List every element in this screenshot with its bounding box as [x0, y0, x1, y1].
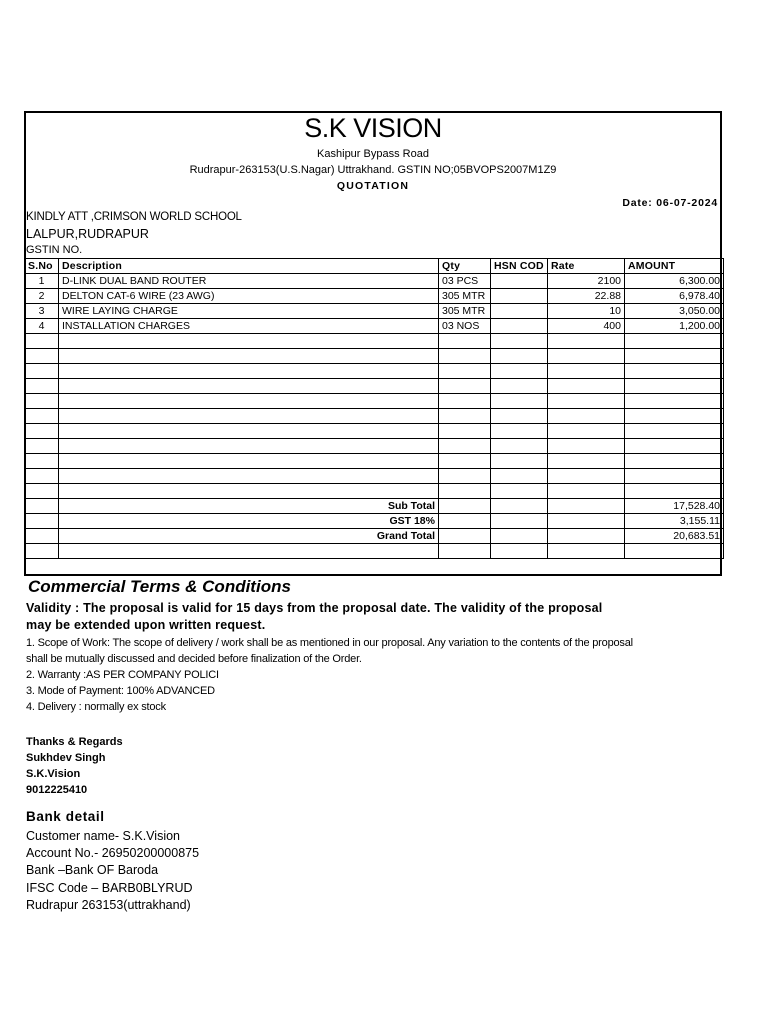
table-row [25, 319, 724, 334]
cell-rate: 2100 [548, 274, 625, 289]
client-gstin: GSTIN NO. [26, 244, 83, 256]
empty-row [25, 439, 724, 454]
empty-row [25, 394, 724, 409]
bank-customer: Customer name- S.K.Vision [26, 829, 180, 843]
empty-row [25, 364, 724, 379]
term-payment: 3. Mode of Payment: 100% ADVANCED [26, 685, 215, 697]
empty-row [25, 544, 724, 559]
gst-label: GST 18% [59, 514, 439, 529]
cell-hsn [491, 304, 548, 319]
header-rate: Rate [548, 259, 625, 274]
empty-row [25, 409, 724, 424]
empty-row [25, 424, 724, 439]
bank-city: Rudrapur 263153(uttrakhand) [26, 897, 191, 912]
header-sno: S.No [25, 259, 59, 274]
term-scope-line: shall be mutually discussed and decided before finalization of the Order. [26, 653, 362, 665]
grand-total-row [25, 529, 724, 544]
cell-sno: 2 [25, 289, 59, 304]
cell-sno: 3 [25, 304, 59, 319]
bank-name: Bank –Bank OF Baroda [26, 863, 159, 878]
bank-heading: Bank detail [26, 809, 105, 824]
signatory-phone: 9012225410 [26, 784, 88, 796]
company-address-line1: Kashipur Bypass Road [317, 148, 429, 160]
quotation-date: Date: 06-07-2024 [622, 197, 718, 209]
table-row [25, 304, 724, 319]
bank-details [26, 828, 199, 914]
header-qty: Qty [439, 259, 491, 274]
subtotal-row [25, 499, 724, 514]
empty-row [25, 349, 724, 364]
cell-rate: 400 [548, 319, 625, 334]
empty-row [25, 469, 724, 484]
client-attention: KINDLY ATT ,CRIMSON WORLD SCHOOL [26, 211, 242, 223]
cell-hsn [491, 274, 548, 289]
cell-sno: 1 [25, 274, 59, 289]
subtotal-label: Sub Total [59, 499, 439, 514]
signature-block [26, 734, 123, 798]
terms-heading: Commercial Terms & Conditions [28, 577, 291, 596]
header-amount: AMOUNT [625, 259, 724, 274]
term-warranty: 2. Warranty :AS PER COMPANY POLICI [26, 669, 219, 681]
cell-amount: 1,200.00 [625, 319, 724, 334]
cell-qty: 03 PCS [439, 274, 491, 289]
gst-value: 3,155.11 [625, 514, 724, 529]
table-row [25, 274, 724, 289]
validity-line: may be extended upon written request. [26, 618, 266, 632]
client-address: LALPUR,RUDRAPUR [26, 227, 149, 241]
subtotal-value: 17,528.40 [625, 499, 724, 514]
header-description: Description [59, 259, 439, 274]
cell-rate: 10 [548, 304, 625, 319]
cell-qty: 03 NOS [439, 319, 491, 334]
header-hsn: HSN COD [491, 259, 548, 274]
cell-sno: 4 [25, 319, 59, 334]
validity-line: Validity : The proposal is valid for 15 days from the proposal date. The validity of the proposal [26, 601, 603, 615]
cell-rate: 22.88 [548, 289, 625, 304]
cell-description: INSTALLATION CHARGES [59, 319, 439, 334]
table-header-row [25, 259, 724, 274]
grand-total-value: 20,683.51 [625, 529, 724, 544]
company-address-line2: Rudrapur-263153(U.S.Nagar) Uttrakhand. GSTIN NO;05BVOPS2007M1Z9 [189, 164, 557, 176]
empty-row [25, 484, 724, 499]
empty-row [25, 379, 724, 394]
cell-qty: 305 MTR [439, 289, 491, 304]
cell-description: WIRE LAYING CHARGE [59, 304, 439, 319]
cell-amount: 6,978.40 [625, 289, 724, 304]
bank-ifsc: IFSC Code – BARB0BLYRUD [26, 880, 193, 895]
gst-row [25, 514, 724, 529]
signatory-name: Sukhdev Singh [26, 752, 106, 764]
items-table [24, 258, 724, 559]
cell-amount: 6,300.00 [625, 274, 724, 289]
cell-description: DELTON CAT-6 WIRE (23 AWG) [59, 289, 439, 304]
term-scope-line: 1. Scope of Work: The scope of delivery / work shall be as mentioned in our proposal. Any variation to the contents of the proposal [26, 637, 633, 649]
terms-list [26, 635, 746, 715]
signatory-company: S.K.Vision [26, 768, 81, 780]
term-delivery: 4. Delivery : normally ex stock [26, 701, 166, 713]
bank-account: Account No.- 26950200000875 [26, 846, 200, 861]
cell-hsn [491, 319, 548, 334]
grand-total-label: Grand Total [59, 529, 439, 544]
document-type: QUOTATION [336, 180, 410, 192]
validity-text [26, 600, 726, 634]
empty-row [25, 454, 724, 469]
empty-row [25, 334, 724, 349]
regards-text: Thanks & Regards [26, 736, 123, 748]
cell-description: D-LINK DUAL BAND ROUTER [59, 274, 439, 289]
table-row [25, 289, 724, 304]
company-name: S.K VISION [304, 113, 442, 143]
cell-amount: 3,050.00 [625, 304, 724, 319]
cell-hsn [491, 289, 548, 304]
cell-qty: 305 MTR [439, 304, 491, 319]
